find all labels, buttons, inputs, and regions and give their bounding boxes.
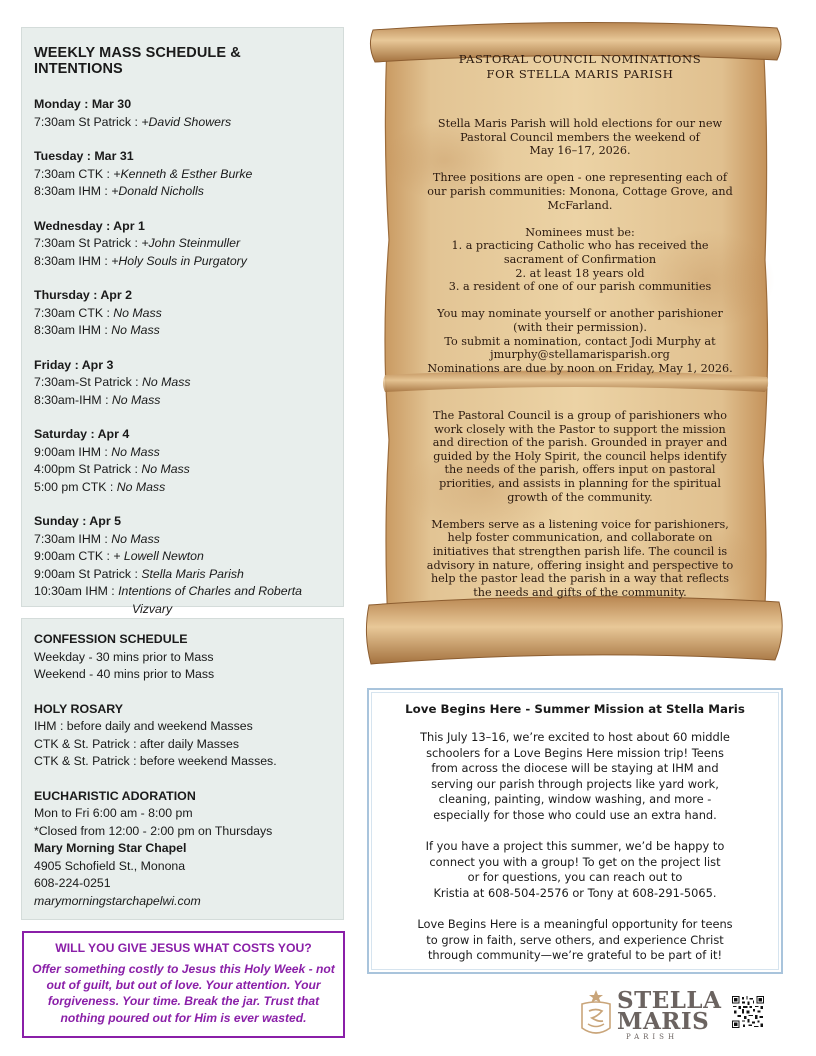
- chapel-address: 4905 Schofield St., Monona: [34, 858, 186, 873]
- qr-code-icon[interactable]: [732, 996, 764, 1028]
- day-friday: [34, 357, 331, 410]
- mass-entry: 7:30am CTK : +Kenneth & Esther Burke: [34, 166, 253, 181]
- chapel-phone: 608-224-0251: [34, 876, 111, 890]
- stella-maris-emblem-icon: [578, 988, 614, 1038]
- day-tuesday: [34, 148, 331, 201]
- mass-entry-continued: Vizvary: [132, 601, 173, 616]
- mass-schedule-panel: [21, 27, 344, 616]
- parish-logo-subtitle: PARISH: [626, 1033, 679, 1041]
- confession-weekday: Weekday - 30 mins prior to Mass: [34, 649, 214, 664]
- mission-body: This July 13–16, we’re excited to host about 60 middle schoolers for a Love Begins Here mission trip! Teens from across the diocese will be staying at IHM and serving our parish through projects like yard work, cleaning, painting, window washing, and more - especially for those who could use an extra hand. If you have a project this summer, we’d be happy to connect you with a group! To get on the project list or for questions, you can reach out to Kristia at 608-504-2576 or Tony at 608-291-5065. Love Begins Here is a meaningful opportunity for teens to grow in faith, serve others, and experience Christ through community—we’re grateful to be part of it!: [417, 730, 733, 963]
- parish-logo-wordmark: STELLA MARIS: [617, 987, 722, 1035]
- chapel-website-link[interactable]: marymorningstarchapelwi.com: [34, 893, 201, 908]
- mass-entry: 9:00am CTK : + Lowell Newton: [34, 549, 204, 563]
- mission-title: Love Begins Here - Summer Mission at Stella Maris: [405, 702, 745, 716]
- mass-entry: 10:30am IHM : Intentions of Charles and Roberta: [34, 584, 302, 598]
- mass-entry: 7:30am St Patrick : +John Steinmuller: [34, 236, 241, 250]
- council-description-text: The Pastoral Council is a group of parishioners who work closely with the Pastor to support the mission and direction of the parish. Grounded in prayer and guided by the Holy Spirit, the council helps identify the needs of the parish, offers input on pastoral priorities, and assists in planning for the spiritual growth of the community. Members serve as a listening voice for parishioners, help foster communication, and collaborate on initiatives that strengthen parish life. The council is advisory in nature, offering insight and perspective to help the pastor lead the parish in a way that reflects the needs and gifts of the community.: [426, 409, 734, 599]
- day-title: Monday : Mar 30: [34, 97, 132, 111]
- adoration-hours: Mon to Fri 6:00 am - 8:00 pm: [34, 806, 193, 820]
- rosary-line: CTK & St. Patrick : after daily Masses: [34, 736, 240, 751]
- rosary-line: IHM : before daily and weekend Masses: [34, 719, 253, 733]
- day-monday: [34, 96, 331, 131]
- day-title: Wednesday : Apr 1: [34, 218, 145, 233]
- mass-schedule-title: WEEKLY MASS SCHEDULE & INTENTIONS: [34, 45, 241, 77]
- callout-body: Offer something costly to Jesus this Holy Week - not out of guilt, but out of love. Your attention. Your forgiveness. Your time. Break the jar. Trust that nothing poured out for Him is ever wasted.: [32, 962, 335, 1025]
- day-saturday: [34, 426, 331, 496]
- mass-entry: 8:30am IHM : +Holy Souls in Purgatory: [34, 253, 247, 268]
- day-sunday: [34, 513, 331, 618]
- mass-entry: 7:30am St Patrick : +David Showers: [34, 114, 232, 129]
- adoration-section: [34, 788, 331, 911]
- day-title: Thursday : Apr 2: [34, 288, 132, 302]
- day-thursday: [34, 287, 331, 340]
- nominations-text: Stella Maris Parish will hold elections for our new Pastoral Council members the weekend of May 16–17, 2026. Three positions are open - one representing each of our parish communities: Monona, Cottage Grove, and McFarland. Nominees must be: 1. a practicing Catholic who has received the sacrament of Confirmation 2. at least 18 years old 3. a resident of one of our parish communities You may nominate yourself or another parishioner (with their permission). To submit a nomination, contact Jodi Murphy at jmurphy@stellamarisparish.org Nominations are due by noon on Friday, May 1, 2026.: [395, 117, 765, 375]
- devotions-panel: [21, 618, 344, 920]
- chapel-name: Mary Morning Star Chapel: [34, 841, 187, 855]
- day-wednesday: [34, 218, 331, 271]
- callout-title: WILL YOU GIVE JESUS WHAT COSTS YOU?: [55, 941, 312, 955]
- confession-weekend: Weekend - 40 mins prior to Mass: [34, 667, 215, 681]
- adoration-closed-note: *Closed from 12:00 - 2:00 pm on Thursdays: [34, 823, 273, 838]
- nomination-email-link[interactable]: jmurphy@stellamarisparish.org: [490, 348, 670, 362]
- scroll-bottom-roll: [366, 597, 782, 664]
- holy-week-callout: [22, 931, 345, 1038]
- day-title: Saturday : Apr 4: [34, 427, 130, 441]
- rosary-section: [34, 701, 331, 771]
- mass-entry: 8:30am IHM : +Donald Nicholls: [34, 184, 204, 198]
- confession-section: [34, 631, 331, 684]
- mass-entry: 4:00pm St Patrick : No Mass: [34, 462, 190, 476]
- summer-mission-panel: [367, 688, 783, 974]
- mass-entry: 8:30am IHM : No Mass: [34, 323, 160, 337]
- mass-entry: 5:00 pm CTK : No Mass: [34, 479, 166, 494]
- day-title: Sunday : Apr 5: [34, 514, 121, 528]
- adoration-title: EUCHARISTIC ADORATION: [34, 788, 196, 803]
- confession-title: CONFESSION SCHEDULE: [34, 632, 188, 646]
- mass-entry: 9:00am St Patrick : Stella Maris Parish: [34, 566, 244, 581]
- mass-entry: 7:30am IHM : No Mass: [34, 531, 160, 546]
- mass-entry: 8:30am-IHM : No Mass: [34, 392, 161, 407]
- rosary-title: HOLY ROSARY: [34, 701, 124, 716]
- mass-entry: 7:30am-St Patrick : No Mass: [34, 375, 191, 389]
- rosary-line: CTK & St. Patrick : before weekend Masses.: [34, 754, 277, 768]
- mass-entry: 7:30am CTK : No Mass: [34, 305, 162, 320]
- day-title: Tuesday : Mar 31: [34, 149, 134, 163]
- day-title: Friday : Apr 3: [34, 357, 114, 372]
- scroll-title: PASTORAL COUNCIL NOMINATIONS FOR STELLA MARIS PARISH: [458, 52, 702, 81]
- mass-entry: 9:00am IHM : No Mass: [34, 444, 160, 459]
